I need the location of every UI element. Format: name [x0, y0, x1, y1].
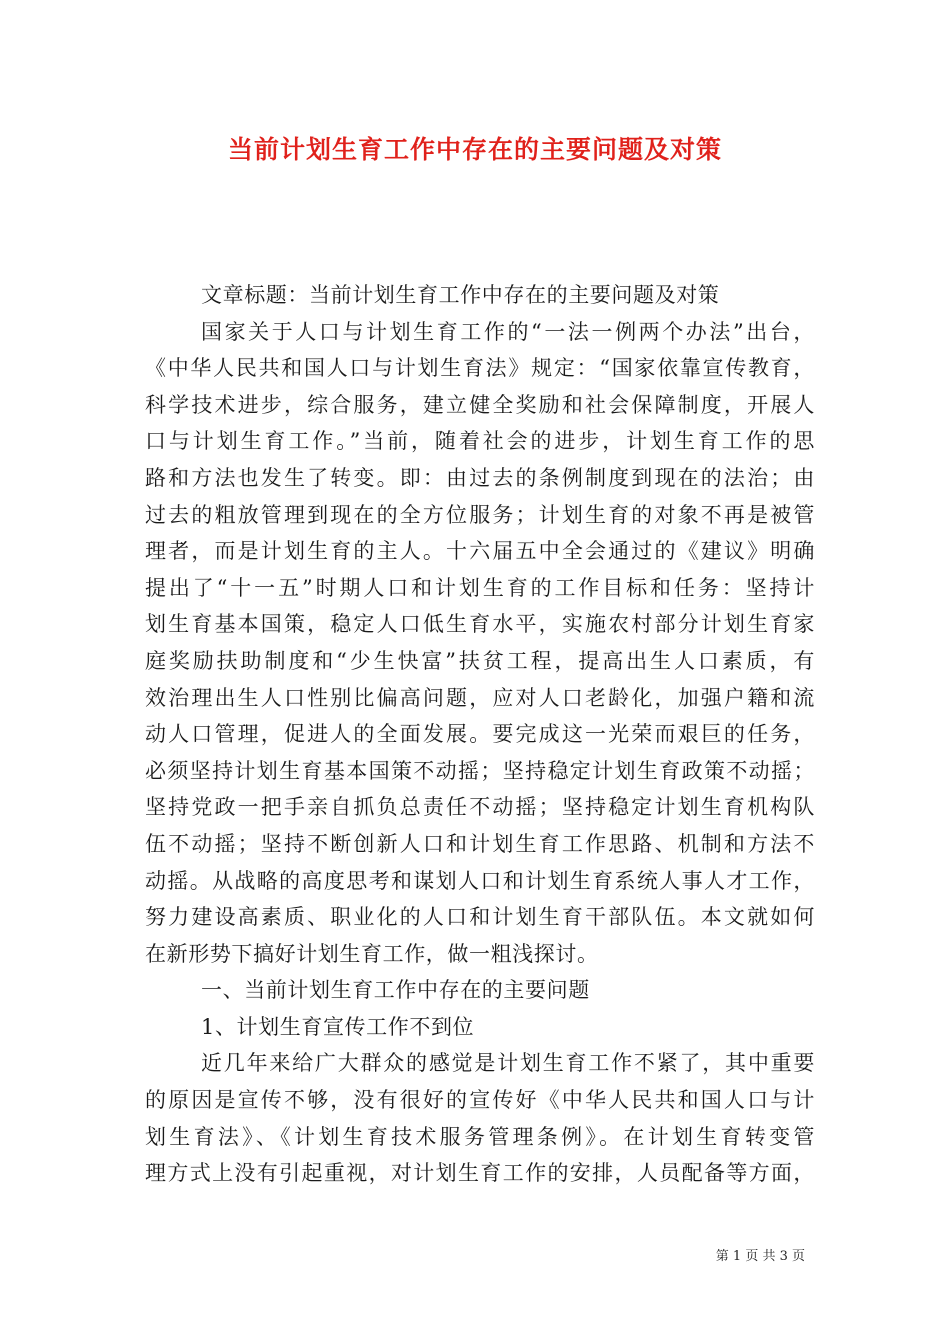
text-line: 理方式上没有引起重视，对计划生育工作的安排，人员配备等方面，: [145, 1161, 815, 1186]
text-line: 理者，而是计划生育的主人。十六届五中全会通过的《建议》明确: [145, 539, 815, 564]
text-line: 国家关于人口与计划生育工作的“一法一例两个办法”出台，: [201, 319, 815, 344]
text-line: 近几年来给广大群众的感觉是计划生育工作不紧了，其中重要: [201, 1051, 815, 1076]
text-line: 在新形势下搞好计划生育工作，做一粗浅探讨。: [145, 941, 599, 966]
document-body: [145, 277, 815, 1192]
text-line: 伍不动摇；坚持不断创新人口和计划生育工作思路、机制和方法不: [145, 831, 815, 856]
text-line: 坚持党政一把手亲自抓负总责任不动摇；坚持稳定计划生育机构队: [145, 795, 815, 820]
text-line: 一、当前计划生育工作中存在的主要问题: [201, 978, 590, 1003]
text-line: 过去的粗放管理到现在的全方位服务；计划生育的对象不再是被管: [145, 502, 815, 527]
text-line: 科学技术进步，综合服务，建立健全奖励和社会保障制度，开展人: [145, 392, 815, 417]
text-line: 《中华人民共和国人口与计划生育法》规定：“国家依靠宣传教育，: [145, 356, 815, 381]
text-line: 必须坚持计划生育基本国策不动摇；坚持稳定计划生育政策不动摇；: [145, 758, 815, 783]
text-line: 的原因是宣传不够，没有很好的宣传好《中华人民共和国人口与计: [145, 1088, 815, 1113]
text-line: 动人口管理，促进人的全面发展。要完成这一光荣而艰巨的任务，: [145, 722, 815, 747]
text-line: 划生育基本国策，稳定人口低生育水平，实施农村部分计划生育家: [145, 612, 815, 637]
text-line: 划生育法》、《计划生育技术服务管理条例》。在计划生育转变管: [145, 1124, 815, 1149]
text-line: 提出了“十一五”时期人口和计划生育的工作目标和任务：坚持计: [145, 575, 815, 600]
text-line: 1、计划生育宣传工作不到位: [201, 1014, 475, 1039]
text-line: 动摇。从战略的高度思考和谋划人口和计划生育系统人事人才工作，: [145, 868, 815, 893]
document-title: 当前计划生育工作中存在的主要问题及对策: [227, 135, 722, 164]
text-line: 文章标题：当前计划生育工作中存在的主要问题及对策: [201, 283, 720, 307]
text-line: 努力建设高素质、职业化的人口和计划生育干部队伍。本文就如何: [145, 905, 815, 930]
text-line: 路和方法也发生了转变。即：由过去的条例制度到现在的法治；由: [145, 465, 815, 490]
text-line: 口与计划生育工作。”当前，随着社会的进步，计划生育工作的思: [145, 429, 815, 454]
text-line: 效治理出生人口性别比偏高问题，应对人口老龄化，加强户籍和流: [145, 685, 815, 710]
text-line: 庭奖励扶助制度和“少生快富”扶贫工程，提高出生人口素质，有: [145, 648, 815, 673]
page-number: 第 1 页 共 3 页: [715, 1249, 805, 1264]
